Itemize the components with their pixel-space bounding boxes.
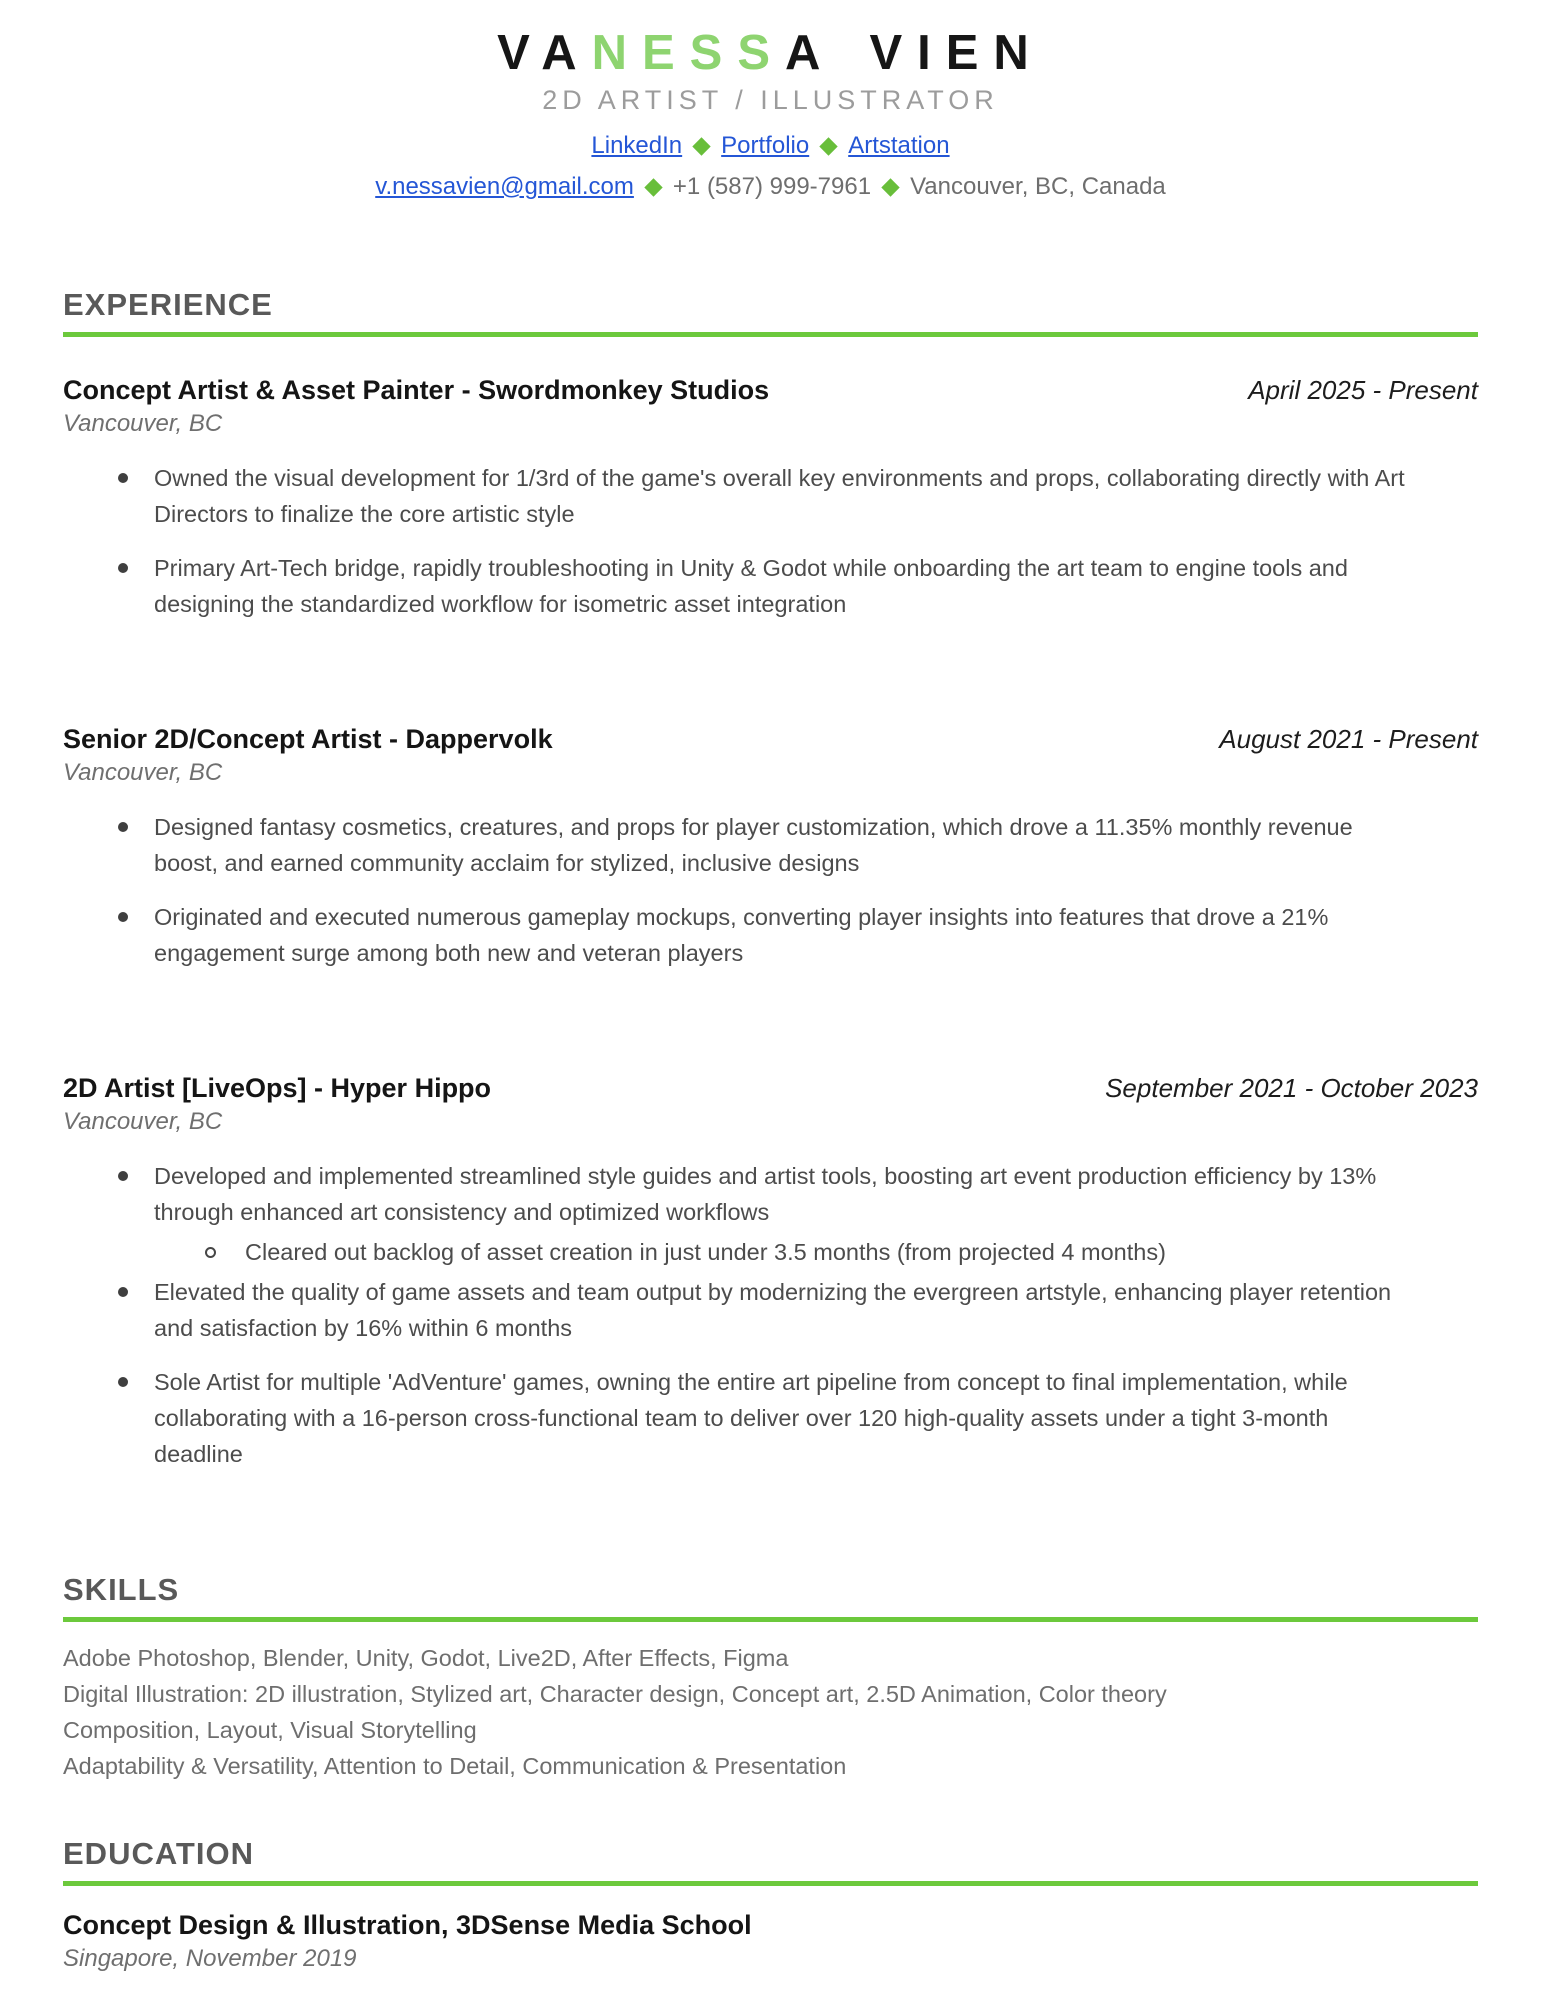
contact-row — [63, 173, 1478, 201]
job-date: August 2021 - Present — [1219, 723, 1478, 754]
job-date: September 2021 - October 2023 — [1105, 1072, 1478, 1103]
diamond-icon — [820, 137, 838, 155]
name-heading — [63, 24, 1478, 83]
skills-list — [63, 1640, 1478, 1784]
job-bullet-list — [63, 809, 1423, 971]
name-part-4: VIEN — [869, 26, 1044, 80]
diamond-icon — [644, 178, 662, 196]
job-header — [63, 724, 1478, 755]
job-date: April 2025 - Present — [1248, 374, 1478, 405]
education-heading: EDUCATION — [63, 1835, 254, 1871]
education-detail: Singapore, November 2019 — [63, 1944, 357, 1972]
skills-line-tools: Adobe Photoshop, Blender, Unity, Godot, Live2D, After Effects, Figma — [63, 1644, 789, 1671]
experience-section — [63, 287, 1478, 1472]
section-divider — [63, 1881, 1478, 1886]
job-header — [63, 375, 1478, 406]
skills-line-illustration: Digital Illustration: 2D illustration, Stylized art, Character design, Concept art, 2.5D Animation, Color theory — [63, 1680, 1167, 1707]
skills-section — [63, 1572, 1478, 1784]
skills-heading: SKILLS — [63, 1571, 180, 1607]
bullet-item: Originated and executed numerous gameplay mockups, converting player insights into features that drove a 21% engagement surge among both new and veteran players — [63, 899, 1423, 971]
name-part-1: VA — [497, 26, 592, 80]
job-title: Concept Artist & Asset Painter - Swordmonkey Studios — [63, 374, 770, 405]
resume-header — [63, 24, 1478, 201]
portfolio-link[interactable]: Portfolio — [721, 131, 810, 159]
linkedin-link[interactable]: LinkedIn — [591, 131, 683, 159]
artstation-link[interactable]: Artstation — [848, 131, 950, 159]
job-entry-swordmonkey — [63, 375, 1478, 622]
bullet-item: Sole Artist for multiple 'AdVenture' games, owning the entire art pipeline from concept to final implementation, while collaborating with a 16-person cross-functional team to deliver over 120 high-quality assets under a tight 3-month deadline — [63, 1364, 1423, 1472]
skills-line-soft: Adaptability & Versatility, Attention to Detail, Communication & Presentation — [63, 1752, 847, 1779]
job-bullet-list — [63, 1158, 1423, 1472]
email-link[interactable]: v.nessavien@gmail.com — [375, 172, 634, 200]
bullet-item: Owned the visual development for 1/3rd of the game's overall key environments and props, collaborating directly with Art Directors to finalize the core artistic style — [63, 460, 1423, 532]
links-row — [63, 132, 1478, 160]
job-location: Vancouver, BC — [63, 758, 223, 786]
location-text: Vancouver, BC, Canada — [910, 172, 1166, 200]
bullet-item: Elevated the quality of game assets and team output by modernizing the evergreen artstyle, enhancing player retention and satisfaction by 16% within 6 months — [63, 1274, 1423, 1346]
professional-title: 2D ARTIST / ILLUSTRATOR — [542, 84, 999, 115]
job-location: Vancouver, BC — [63, 1107, 223, 1135]
job-header — [63, 1073, 1478, 1104]
name-part-3: A — [785, 26, 836, 80]
job-title: Senior 2D/Concept Artist - Dappervolk — [63, 723, 553, 754]
section-divider — [63, 332, 1478, 337]
section-divider — [63, 1617, 1478, 1622]
bullet-item: Developed and implemented streamlined style guides and artist tools, boosting art event production efficiency by 13% through enhanced art consistency and optimized workflows — [63, 1158, 1423, 1230]
job-entry-hyper-hippo — [63, 1073, 1478, 1472]
education-degree: Concept Design & Illustration, 3DSense Media School — [63, 1909, 752, 1940]
job-title: 2D Artist [LiveOps] - Hyper Hippo — [63, 1072, 492, 1103]
name-part-2-green: NESS — [591, 26, 786, 80]
diamond-icon — [692, 137, 710, 155]
job-bullet-list — [63, 460, 1423, 622]
phone-number: +1 (587) 999-7961 — [672, 172, 872, 200]
job-location: Vancouver, BC — [63, 409, 223, 437]
experience-heading: EXPERIENCE — [63, 286, 273, 322]
diamond-icon — [881, 178, 899, 196]
education-section — [63, 1836, 1478, 1973]
skills-line-composition: Composition, Layout, Visual Storytelling — [63, 1716, 477, 1743]
bullet-item: Designed fantasy cosmetics, creatures, and props for player customization, which drove a 11.35% monthly revenue boost, and earned community acclaim for stylized, inclusive designs — [63, 809, 1423, 881]
job-entry-dappervolk — [63, 724, 1478, 971]
sub-bullet-item: Cleared out backlog of asset creation in just under 3.5 months (from projected 4 months) — [63, 1234, 1423, 1270]
bullet-item: Primary Art-Tech bridge, rapidly troubleshooting in Unity & Godot while onboarding the art team to engine tools and designing the standardized workflow for isometric asset integration — [63, 550, 1423, 622]
